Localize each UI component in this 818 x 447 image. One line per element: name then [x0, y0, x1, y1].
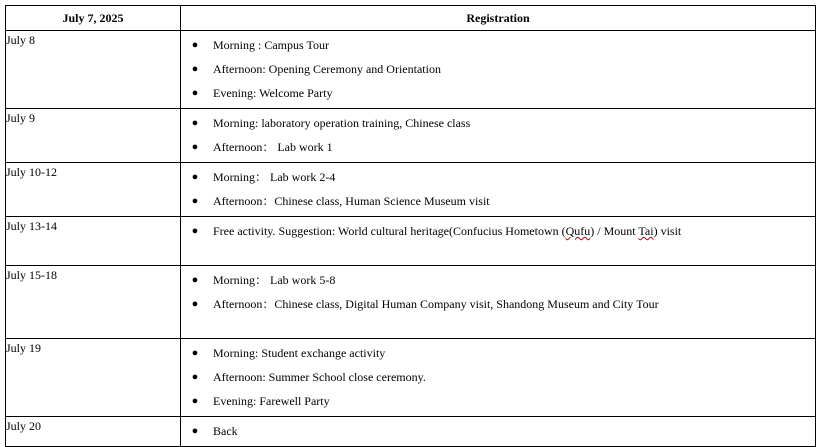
bullet-icon: ●: [191, 395, 199, 407]
row-date: July 10-12: [6, 163, 181, 217]
list-item: [181, 271, 815, 295]
list-item: [181, 344, 815, 368]
activity-text-part: Free activity. Suggestion: World cultural heritage(Confucius Hometown (: [213, 224, 566, 238]
bullet-icon: ●: [191, 225, 199, 237]
activity-text: Afternoon: Summer School close ceremony.: [213, 370, 426, 384]
spellcheck-word: Qufu: [565, 224, 591, 238]
activity-text: [213, 224, 681, 238]
bullet-icon: ●: [191, 298, 199, 310]
table-row: [6, 266, 816, 339]
row-activities: [181, 266, 816, 339]
row-activities: [181, 339, 816, 417]
header-date: July 7, 2025: [6, 6, 181, 31]
row-date: July 15-18: [6, 266, 181, 339]
activity-text: Morning： Lab work 2-4: [213, 170, 336, 184]
table-row: [6, 217, 816, 266]
row-activities: [181, 31, 816, 109]
list-item: [181, 295, 815, 319]
bullet-icon: ●: [191, 274, 199, 286]
activity-text: Morning : Campus Tour: [213, 38, 329, 52]
header-row: [6, 6, 816, 31]
bullet-icon: ●: [191, 87, 199, 99]
activity-text: Afternoon：Chinese class, Digital Human Company visit, Shandong Museum and City Tour: [213, 297, 659, 311]
activity-text: Back: [213, 424, 238, 438]
list-item: [181, 392, 815, 416]
activity-text: Evening: Farewell Party: [213, 394, 330, 408]
table-row: [6, 417, 816, 447]
row-activities: [181, 109, 816, 163]
activity-text: Afternoon: Opening Ceremony and Orientation: [213, 62, 441, 76]
row-activities: [181, 417, 816, 447]
activity-text-part: ) / Mount: [590, 224, 639, 238]
row-date: July 20: [6, 417, 181, 447]
bullet-icon: ●: [191, 425, 199, 437]
header-event: Registration: [181, 6, 816, 31]
row-activities: [181, 163, 816, 217]
table-row: [6, 109, 816, 163]
table-row: [6, 163, 816, 217]
bullet-icon: ●: [191, 117, 199, 129]
list-item: [181, 60, 815, 84]
list-item: [181, 36, 815, 60]
activity-text: Morning: laboratory operation training, Chinese class: [213, 116, 471, 130]
activity-text: Morning： Lab work 5-8: [213, 273, 336, 287]
schedule-table: [5, 5, 816, 447]
activity-text-part: ) visit: [653, 224, 682, 238]
row-date: July 13-14: [6, 217, 181, 266]
bullet-icon: ●: [191, 371, 199, 383]
bullet-icon: ●: [191, 195, 199, 207]
list-item: [181, 114, 815, 138]
list-item: [181, 222, 815, 246]
bullet-icon: ●: [191, 347, 199, 359]
list-item: [181, 84, 815, 108]
activity-text: Afternoon：Chinese class, Human Science Museum visit: [213, 194, 490, 208]
bullet-icon: ●: [191, 141, 199, 153]
table-row: [6, 31, 816, 109]
list-item: [181, 192, 815, 216]
list-item: [181, 368, 815, 392]
row-activities: [181, 217, 816, 266]
bullet-icon: ●: [191, 171, 199, 183]
bullet-icon: ●: [191, 63, 199, 75]
activity-text: Morning: Student exchange activity: [213, 346, 386, 360]
list-item: [181, 138, 815, 162]
row-date: July 9: [6, 109, 181, 163]
row-date: July 19: [6, 339, 181, 417]
activity-text: Evening: Welcome Party: [213, 86, 333, 100]
table-row: [6, 339, 816, 417]
spellcheck-word: Tai: [638, 224, 654, 238]
list-item: [181, 422, 815, 446]
list-item: [181, 168, 815, 192]
row-date: July 8: [6, 31, 181, 109]
activity-text: Afternoon： Lab work 1: [213, 140, 333, 154]
bullet-icon: ●: [191, 39, 199, 51]
